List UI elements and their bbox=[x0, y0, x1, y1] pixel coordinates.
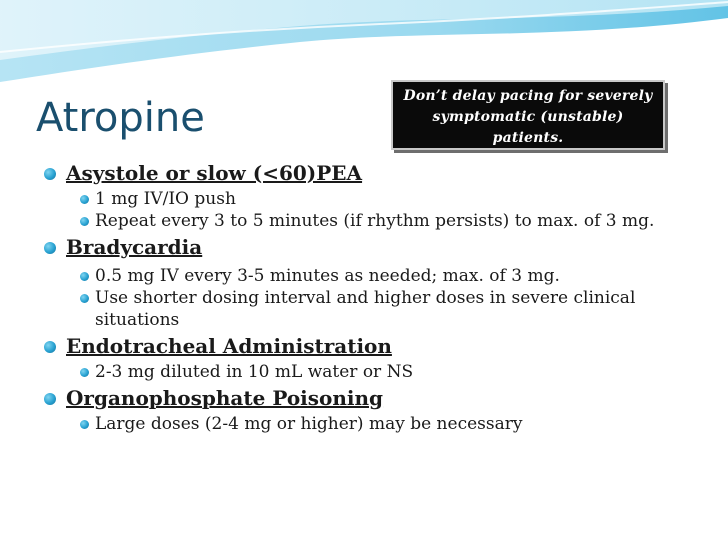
list-item bbox=[0, 210, 728, 232]
sphere-bullet-icon bbox=[80, 272, 89, 281]
section-heading bbox=[0, 232, 728, 262]
list-item bbox=[0, 361, 728, 383]
sphere-bullet-icon bbox=[44, 242, 56, 254]
sphere-bullet-icon bbox=[80, 420, 89, 429]
section-heading bbox=[0, 383, 728, 413]
section-heading-text: Organophosphate Poisoning bbox=[66, 386, 384, 410]
bullet-list bbox=[0, 158, 728, 435]
list-item-text: Large doses (2-4 mg or higher) may be necessary bbox=[95, 414, 523, 434]
list-item-text: Repeat every 3 to 5 minutes (if rhythm persists) to max. of 3 mg. bbox=[95, 211, 655, 231]
callout-text: Don’t delay pacing for severely symptomatic (unstable) patients. bbox=[403, 88, 653, 146]
list-item bbox=[0, 287, 728, 331]
list-item-text: 1 mg IV/IO push bbox=[95, 189, 236, 209]
list-item-text: Use shorter dosing interval and higher doses in severe clinical situations bbox=[95, 288, 636, 330]
sphere-bullet-icon bbox=[80, 217, 89, 226]
list-item bbox=[0, 413, 728, 435]
section-heading-text: Asystole or slow (<60)PEA bbox=[66, 161, 363, 185]
sphere-bullet-icon bbox=[80, 368, 89, 377]
list-item-text: 2-3 mg diluted in 10 mL water or NS bbox=[95, 362, 414, 382]
sphere-bullet-icon bbox=[80, 195, 89, 204]
section-heading bbox=[0, 331, 728, 361]
section-heading-text: Bradycardia bbox=[66, 235, 203, 259]
sphere-bullet-icon bbox=[44, 341, 56, 353]
header-wave-decoration bbox=[0, 0, 728, 90]
section-heading-text: Endotracheal Administration bbox=[66, 334, 392, 358]
list-item bbox=[0, 188, 728, 210]
slide-title: Atropine bbox=[36, 95, 205, 141]
list-item bbox=[0, 265, 728, 287]
list-item-text: 0.5 mg IV every 3-5 minutes as needed; max. of 3 mg. bbox=[95, 266, 560, 286]
sphere-bullet-icon bbox=[80, 294, 89, 303]
section-heading bbox=[0, 158, 728, 188]
sphere-bullet-icon bbox=[44, 393, 56, 405]
callout-box bbox=[391, 80, 665, 150]
sphere-bullet-icon bbox=[44, 168, 56, 180]
